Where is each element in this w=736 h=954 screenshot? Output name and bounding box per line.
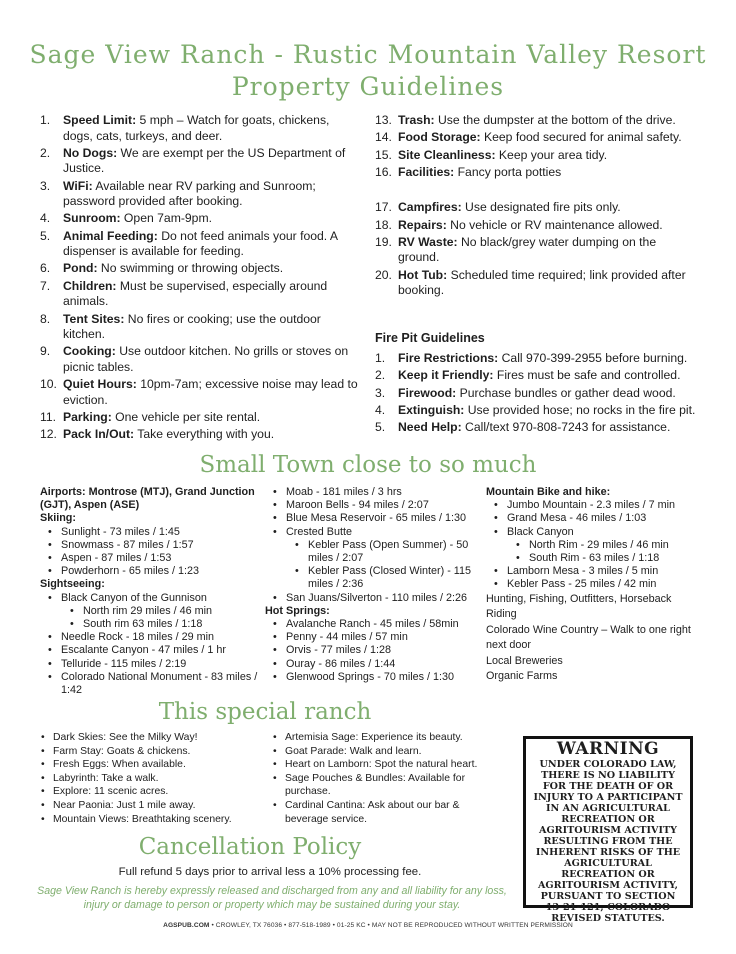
rule-item xyxy=(375,113,700,129)
list-item: • Escalante Canyon - 47 miles / 1 hr xyxy=(40,644,270,657)
rule-label: RV Waste: xyxy=(398,234,458,249)
destinations-list xyxy=(265,486,480,539)
rule-item xyxy=(375,165,700,181)
list-item: • Crested Butte xyxy=(265,526,480,539)
list-item: • Sage Pouches & Bundles: Available for purchase. xyxy=(272,772,502,799)
rule-text: 10pm-7am; excessive noise may lead to eviction. xyxy=(63,377,358,407)
rule-number: 4. xyxy=(40,211,51,226)
list-item: • Aspen - 87 miles / 1:53 xyxy=(40,552,270,565)
towns-column-3 xyxy=(486,486,701,685)
rule-text: Keep your area tidy. xyxy=(495,147,608,162)
fire-pit-heading: Fire Pit Guidelines xyxy=(375,331,485,345)
cancellation-heading: Cancellation Policy xyxy=(138,834,362,860)
rule-label: Repairs: xyxy=(398,217,447,232)
rule-item xyxy=(375,386,705,402)
rule-number: 15. xyxy=(375,147,392,162)
list-item: • Labyrinth: Take a walk. xyxy=(40,772,270,786)
list-item: • Orvis - 77 miles / 1:28 xyxy=(265,644,480,657)
rule-text: Fancy porta potties xyxy=(454,164,562,179)
rule-text: No vehicle or RV maintenance allowed. xyxy=(446,217,663,232)
rule-item xyxy=(375,148,700,164)
hot-springs-heading: Hot Springs: xyxy=(265,604,330,617)
list-item: • Penny - 44 miles / 57 min xyxy=(265,631,480,644)
rule-text: Use outdoor kitchen. No grills or stoves on picnic tables. xyxy=(63,344,349,374)
rule-label: Fire Restrictions: xyxy=(398,351,499,365)
rule-item xyxy=(40,229,360,260)
list-item: • Kebler Pass (Open Summer) - 50 miles / 2:07 xyxy=(287,539,480,565)
rule-number: 11. xyxy=(40,409,57,424)
rule-text: Scheduled time required; link provided after booking. xyxy=(398,267,686,298)
list-item: • Black Canyon of the Gunnison xyxy=(40,592,270,605)
list-item: • Heart on Lamborn: Spot the natural heart. xyxy=(272,758,502,772)
rule-item xyxy=(375,235,700,266)
rule-text: Must be supervised, especially around animals. xyxy=(63,278,328,309)
rule-number: 3. xyxy=(40,178,51,193)
rule-text: Take everything with you. xyxy=(134,427,275,442)
rule-label: Pack In/Out: xyxy=(63,427,135,442)
rule-item xyxy=(40,410,360,426)
rule-label: Site Cleanliness: xyxy=(398,147,496,162)
rule-item xyxy=(375,351,705,367)
list-item: • Mountain Views: Breathtaking scenery. xyxy=(40,813,270,827)
crested-butte-sublist xyxy=(287,539,480,592)
rule-label: Parking: xyxy=(63,409,112,424)
rule-number: 12. xyxy=(40,427,57,442)
rule-label: Quiet Hours: xyxy=(63,377,137,392)
list-item: • Lamborn Mesa - 3 miles / 5 min xyxy=(486,565,701,578)
rule-label: WiFi: xyxy=(63,178,93,193)
rule-label: Animal Feeding: xyxy=(63,228,158,243)
breweries-text: Local Breweries xyxy=(486,654,563,667)
rule-item xyxy=(375,130,700,146)
rule-number: 18. xyxy=(375,217,392,232)
rule-number: 16. xyxy=(375,164,392,179)
warning-box xyxy=(523,736,693,924)
cancellation-terms: Full refund 5 days prior to arrival less a 10% processing fee. xyxy=(118,866,422,878)
black-canyon-sublist xyxy=(62,605,270,631)
rule-label: Food Storage: xyxy=(398,130,481,145)
list-item: • Telluride - 115 miles / 2:19 xyxy=(40,658,270,671)
rule-item xyxy=(375,218,700,234)
list-item: • Kebler Pass - 25 miles / 42 min xyxy=(486,578,701,591)
rule-text: No swimming or throwing objects. xyxy=(97,261,284,276)
rule-item xyxy=(40,427,360,443)
rule-label: Pond: xyxy=(63,261,98,276)
rule-text: One vehicle per site rental. xyxy=(111,409,261,424)
rule-number: 10. xyxy=(40,377,57,392)
rule-item xyxy=(375,368,705,384)
rule-text: Use the dumpster at the bottom of the drive. xyxy=(434,113,676,127)
ranch-features-list-1 xyxy=(40,731,270,826)
rule-item xyxy=(40,261,360,277)
rule-item xyxy=(40,211,360,227)
rule-label: Extinguish: xyxy=(398,402,465,417)
page-title: Sage View Ranch - Rustic Mountain Valley Resort xyxy=(29,40,707,69)
ranch-heading: This special ranch xyxy=(158,699,372,725)
rule-number: 6. xyxy=(40,261,51,276)
rule-text: No fires or cooking; use the outdoor kitchen. xyxy=(63,311,321,342)
list-item: • Fresh Eggs: When available. xyxy=(40,758,270,772)
rule-number: 8. xyxy=(40,311,51,326)
rule-item xyxy=(40,279,360,310)
footer xyxy=(0,922,736,929)
list-item: • Maroon Bells - 94 miles / 2:07 xyxy=(265,499,480,512)
rule-item xyxy=(40,344,360,375)
list-item: • Snowmass - 87 miles / 1:57 xyxy=(40,539,270,552)
rule-number: 1. xyxy=(40,113,51,127)
rule-text: Available near RV parking and Sunroom; password provided after booking. xyxy=(63,178,316,209)
rule-text: 5 mph – Watch for goats, chickens, dogs, cats, turkeys, and deer. xyxy=(63,113,330,143)
list-item: • Goat Parade: Walk and learn. xyxy=(272,745,502,759)
rule-number: 5. xyxy=(375,420,386,435)
rule-number: 4. xyxy=(375,402,386,417)
list-item: • Kebler Pass (Closed Winter) - 115 miles / 2:36 xyxy=(287,565,480,591)
rule-number: 17. xyxy=(375,200,392,215)
rule-item xyxy=(40,146,360,177)
rule-label: Trash: xyxy=(398,113,435,127)
rule-number: 5. xyxy=(40,228,51,243)
footer-text: • CROWLEY, TX 76036 • 877-518-1989 • 01-25 KC • MAY NOT BE REPRODUCED WITHOUT WRITTEN PERMISSION xyxy=(209,922,573,929)
sightseeing-list-more xyxy=(40,631,270,697)
list-item: • Avalanche Ranch - 45 miles / 58min xyxy=(265,618,480,631)
ranch-features-list-2 xyxy=(272,731,502,826)
activities-text: Hunting, Fishing, Outfitters, Horseback Riding xyxy=(486,592,672,621)
list-item: • South Rim - 63 miles / 1:18 xyxy=(508,552,701,565)
list-item: • Colorado National Monument - 83 miles / 1:42 xyxy=(40,671,270,697)
rule-item xyxy=(40,113,360,144)
list-item: • Blue Mesa Reservoir - 65 miles / 1:30 xyxy=(265,512,480,525)
rule-label: Campfires: xyxy=(398,200,462,215)
liability-release-text: Sage View Ranch is hereby expressly released and discharged from any and all liability for any loss, injury or damage to person or property which may be sustained during your stay. xyxy=(37,885,507,911)
rule-label: Children: xyxy=(63,278,117,293)
rule-text: Keep food secured for animal safety. xyxy=(480,130,682,145)
ranch-column-1 xyxy=(40,731,270,826)
rule-label: Need Help: xyxy=(398,420,462,435)
rule-label: Tent Sites: xyxy=(63,311,125,326)
list-item: • Ouray - 86 miles / 1:44 xyxy=(265,658,480,671)
rule-text: Purchase bundles or gather dead wood. xyxy=(456,385,676,400)
skiing-list xyxy=(40,526,270,579)
rule-text: Do not feed animals your food. A dispenser is available for feeding. xyxy=(63,228,338,259)
rule-label: Firewood: xyxy=(398,385,457,400)
fire-pit-list xyxy=(375,351,705,437)
towns-column-1 xyxy=(40,486,270,697)
rule-number: 19. xyxy=(375,234,392,249)
list-item: • Farm Stay: Goats & chickens. xyxy=(40,745,270,759)
list-item: • Near Paonia: Just 1 mile away. xyxy=(40,799,270,813)
page-subtitle: Property Guidelines xyxy=(231,72,505,101)
rule-label: Cooking: xyxy=(63,344,116,359)
list-item: • Explore: 11 scenic acres. xyxy=(40,785,270,799)
rules-list-right xyxy=(375,113,700,301)
list-item: • Glenwood Springs - 70 miles / 1:30 xyxy=(265,671,480,684)
rule-text: Use designated fire pits only. xyxy=(461,200,621,215)
rule-label: Speed Limit: xyxy=(63,113,137,127)
list-item: • Artemisia Sage: Experience its beauty. xyxy=(272,731,502,745)
towns-column-2 xyxy=(265,486,480,684)
bike-hike-heading: Mountain Bike and hike: xyxy=(486,486,611,498)
rule-item xyxy=(40,377,360,408)
rule-item xyxy=(40,179,360,210)
sightseeing-list xyxy=(40,592,270,605)
list-item: • Black Canyon xyxy=(486,526,701,539)
list-item: • South rim 63 miles / 1:18 xyxy=(62,618,270,631)
list-item: • North rim 29 miles / 46 min xyxy=(62,605,270,618)
warning-title: WARNING xyxy=(556,739,660,759)
black-canyon-rims-sublist xyxy=(508,539,701,565)
list-item: • Sunlight - 73 miles / 1:45 xyxy=(40,526,270,539)
list-item: • Cardinal Cantina: Ask about our bar & beverage service. xyxy=(272,799,502,826)
list-item: • Moab - 181 miles / 3 hrs xyxy=(265,486,480,499)
list-item: • Needle Rock - 18 miles / 29 min xyxy=(40,631,270,644)
list-item: • Grand Mesa - 46 miles / 1:03 xyxy=(486,512,701,525)
rule-text: Open 7am-9pm. xyxy=(120,211,212,226)
san-juans-list xyxy=(265,592,480,605)
rule-number: 9. xyxy=(40,344,51,359)
rule-text: Fires must be safe and controlled. xyxy=(493,368,681,383)
rule-text: Call 970-399-2955 before burning. xyxy=(498,351,688,365)
list-item: • Dark Skies: See the Milky Way! xyxy=(40,731,270,745)
rule-label: Sunroom: xyxy=(63,211,121,226)
rule-item xyxy=(375,200,700,216)
rule-label: Hot Tub: xyxy=(398,267,448,282)
bike-hike-list-more xyxy=(486,565,701,591)
rule-number: 1. xyxy=(375,351,386,365)
rule-item xyxy=(40,312,360,343)
rule-item xyxy=(375,420,705,436)
rule-label: Facilities: xyxy=(398,164,455,179)
rule-text: No black/grey water dumping on the ground. xyxy=(398,234,657,265)
rule-item xyxy=(375,268,700,299)
rule-number: 14. xyxy=(375,130,392,145)
rule-number: 2. xyxy=(375,368,386,383)
skiing-heading: Skiing: xyxy=(40,512,76,525)
rule-item xyxy=(375,403,705,419)
rules-list-left xyxy=(40,113,360,445)
list-item: • North Rim - 29 miles / 46 min xyxy=(508,539,701,552)
rule-text: Use provided hose; no rocks in the fire pit. xyxy=(464,402,696,417)
list-item: • San Juans/Silverton - 110 miles / 2:26 xyxy=(265,592,480,605)
ranch-column-2 xyxy=(272,731,502,826)
bike-hike-list xyxy=(486,499,701,539)
rule-number: 20. xyxy=(375,267,392,282)
wine-country-text: Colorado Wine Country – Walk to one right next door xyxy=(486,623,691,652)
list-item: • Powderhorn - 65 miles / 1:23 xyxy=(40,565,270,578)
towns-heading: Small Town close to so much xyxy=(199,452,537,478)
rule-label: No Dogs: xyxy=(63,145,118,160)
hot-springs-list xyxy=(265,618,480,684)
rule-text: Call/text 970-808-7243 for assistance. xyxy=(461,420,671,435)
airports-heading: Airports: Montrose (MTJ), Grand Junction (GJT), Aspen (ASE) xyxy=(40,486,255,512)
farms-text: Organic Farms xyxy=(486,670,558,683)
rule-text: We are exempt per the US Department of Justice. xyxy=(63,145,346,176)
rule-number: 3. xyxy=(375,385,386,400)
list-item: • Jumbo Mountain - 2.3 miles / 7 min xyxy=(486,499,701,512)
rule-label: Keep it Friendly: xyxy=(398,368,494,383)
rule-number: 13. xyxy=(375,113,392,127)
warning-text: UNDER COLORADO LAW, THERE IS NO LIABILITY FOR THE DEATH OF OR INJURY TO A PARTICIPANT IN AN AGRICULTURAL RECREATION OR AGRITOURISM ACTIVITY RESULTING FROM THE INHERENT RISKS OF THE AGRICULTURAL RECREATION OR AGRITOURISM ACTIVITY, PURSUANT TO SECTION 13-21-121, COLORADO REVISED STATUTES. xyxy=(533,759,683,924)
footer-brand: AGSPUB.COM xyxy=(163,922,210,929)
rule-number: 7. xyxy=(40,278,51,293)
rule-number: 2. xyxy=(40,145,51,160)
sightseeing-heading: Sightseeing: xyxy=(40,578,105,591)
